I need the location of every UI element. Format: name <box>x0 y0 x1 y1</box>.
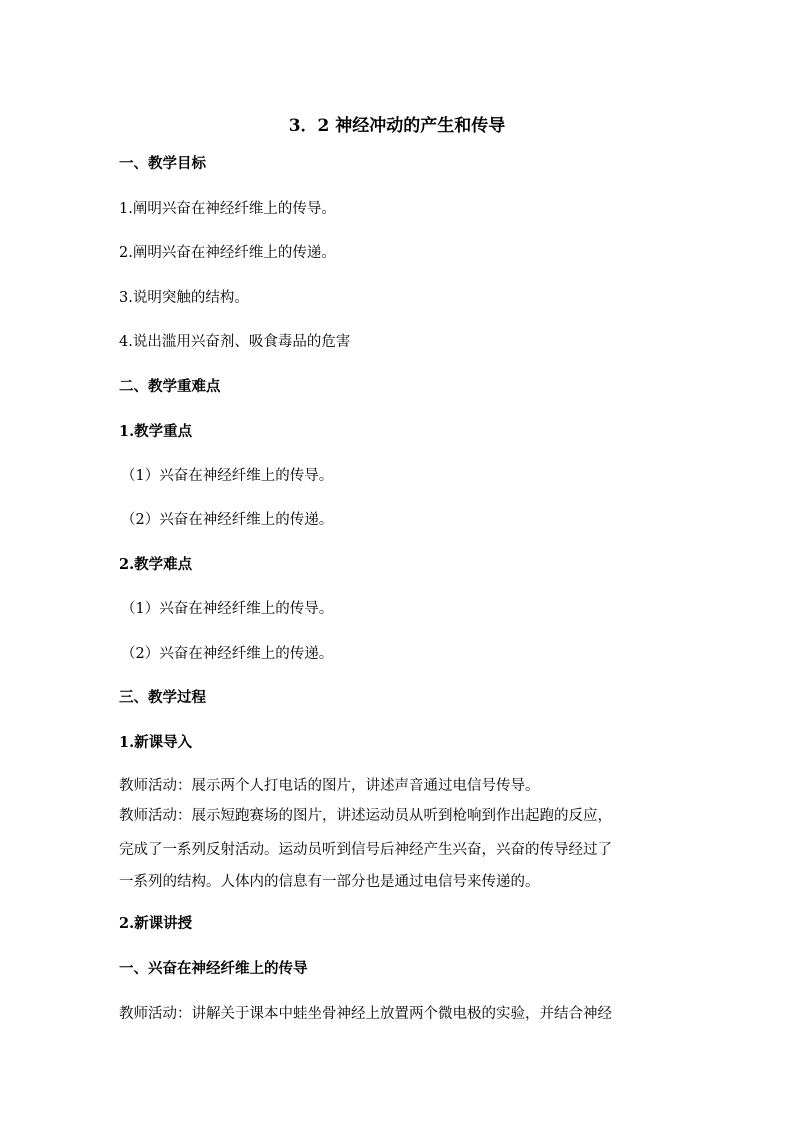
subsection-heading: 2.教学难点 <box>119 556 193 573</box>
paragraph: 3.说明突触的结构。 <box>119 290 249 306</box>
list-item: （2）兴奋在神经纤维上的传递。 <box>121 646 334 662</box>
section-heading: 三、教学过程 <box>119 689 206 706</box>
paragraph: 教师活动：展示短跑赛场的图片，讲述运动员从听到枪响到作出起跑的反应， <box>119 808 612 824</box>
paragraph: 4.说出滥用兴奋剂、吸食毒品的危害 <box>119 334 351 350</box>
document-title: 3．2 神经冲动的产生和传导 <box>288 116 506 136</box>
paragraph: 教师活动：讲解关于课本中蛙坐骨神经上放置两个微电极的实验，并结合神经 <box>119 1006 612 1022</box>
paragraph: 2.阐明兴奋在神经纤维上的传递。 <box>119 245 336 261</box>
list-item: （2）兴奋在神经纤维上的传递。 <box>121 512 334 528</box>
list-item: （1）兴奋在神经纤维上的传导。 <box>121 468 334 484</box>
list-item: （1）兴奋在神经纤维上的传导。 <box>121 601 334 617</box>
section-heading: 二、教学重难点 <box>119 378 221 395</box>
subsection-heading: 1.新课导入 <box>119 734 193 751</box>
paragraph: 一系列的结构。人体内的信息有一部分也是通过电信号来传递的。 <box>119 874 540 890</box>
subsection-heading: 1.教学重点 <box>119 423 193 440</box>
paragraph: 1.阐明兴奋在神经纤维上的传导。 <box>119 201 336 217</box>
section-heading: 一、教学目标 <box>119 155 206 172</box>
subsection-heading: 2.新课讲授 <box>119 915 193 932</box>
paragraph: 教师活动：展示两个人打电话的图片，讲述声音通过电信号传导。 <box>119 778 540 794</box>
section-heading: 一、兴奋在神经纤维上的传导 <box>119 960 308 977</box>
paragraph: 完成了一系列反射活动。运动员听到信号后神经产生兴奋，兴奋的传导经过了 <box>119 842 612 858</box>
